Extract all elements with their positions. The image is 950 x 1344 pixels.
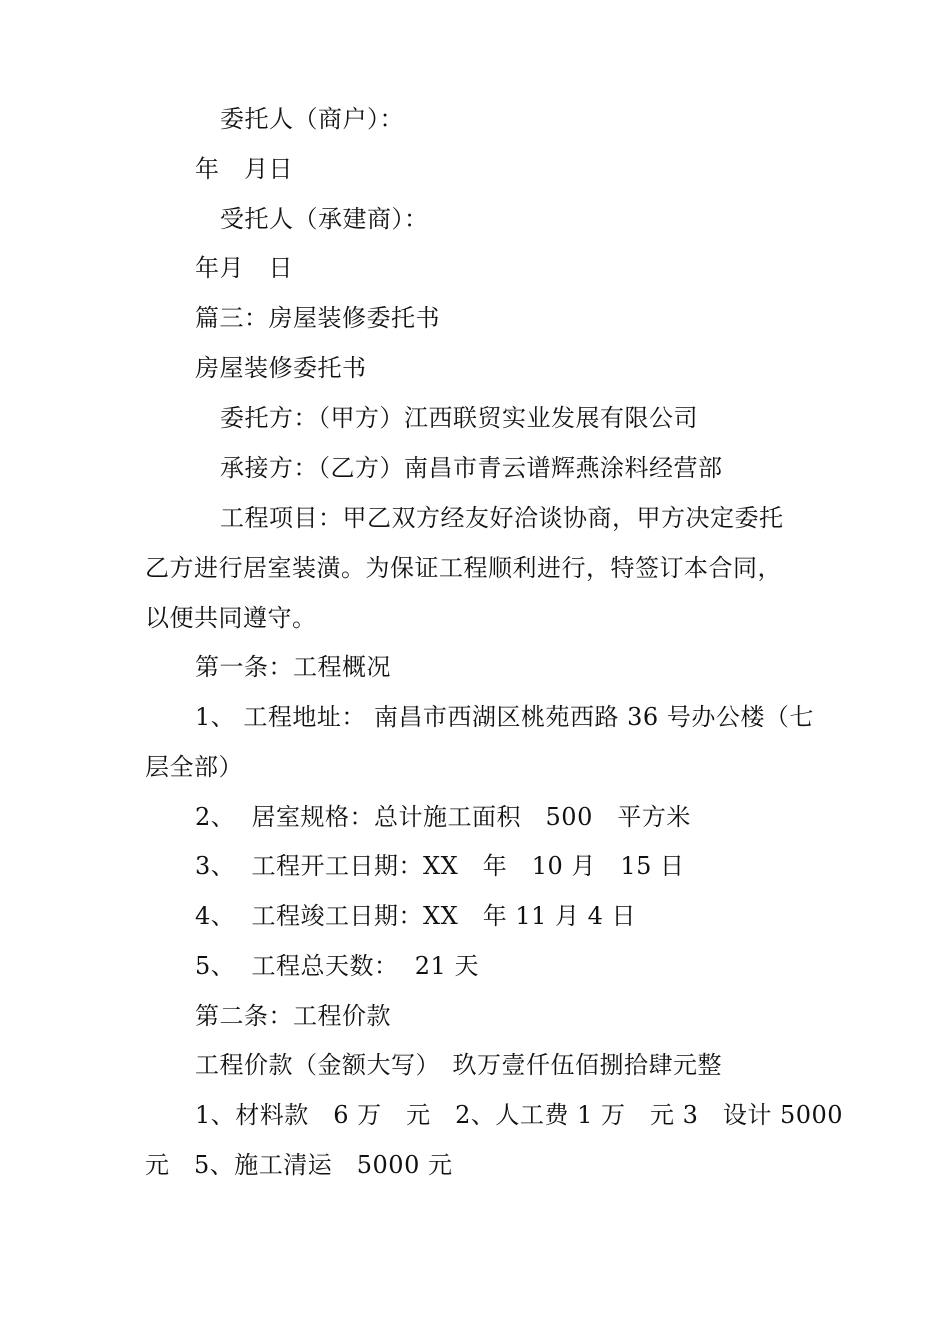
- completion-date: 4、 工程竣工日期：XX 年 11 月 4 日: [195, 902, 637, 930]
- principal-party: 委托方：（甲方）江西联贸实业发展有限公司: [220, 404, 698, 432]
- agent-signature-line: 受托人（承建商）：: [220, 205, 429, 233]
- room-specification: 2、 居室规格：总计施工面积 500 平方米: [195, 803, 691, 831]
- document-title: 房屋装修委托书: [195, 354, 367, 382]
- total-days: 5、 工程总天数： 21 天: [195, 952, 479, 980]
- project-paragraph-line-2: 乙方进行居室装潢。为保证工程顺利进行，特签订本合同，: [145, 554, 782, 582]
- start-date: 3、 工程开工日期：XX 年 10 月 15 日: [195, 852, 685, 880]
- project-address-line-2: 层全部）: [145, 753, 243, 781]
- principal-signature-line: 委托人（商户）：: [220, 105, 404, 133]
- project-paragraph-line-1: 工程项目：甲乙双方经友好洽谈协商，甲方决定委托: [220, 504, 784, 532]
- cost-breakdown-line-1: 1、材料款 6 万 元 2、人工费 1 万 元 3 设计 5000: [195, 1101, 844, 1129]
- cost-breakdown-line-2: 元 5、施工清运 5000 元: [145, 1151, 453, 1179]
- principal-date-line: 年 月日: [195, 155, 293, 183]
- project-price-amount: 工程价款（金额大写） 玖万壹仟伍佰捌拾肆元整: [195, 1051, 722, 1079]
- agent-date-line: 年月 日: [195, 254, 293, 282]
- project-address-line-1: 1、 工程地址： 南昌市西湖区桃苑西路 36 号办公楼（七: [195, 703, 814, 731]
- article-two-heading: 第二条：工程价款: [195, 1002, 391, 1030]
- contractor-party: 承接方：（乙方）南昌市青云谱辉燕涂料经营部: [220, 454, 723, 482]
- project-paragraph-line-3: 以便共同遵守。: [145, 604, 317, 632]
- section-heading: 篇三：房屋装修委托书: [195, 304, 440, 332]
- article-one-heading: 第一条：工程概况: [195, 653, 391, 681]
